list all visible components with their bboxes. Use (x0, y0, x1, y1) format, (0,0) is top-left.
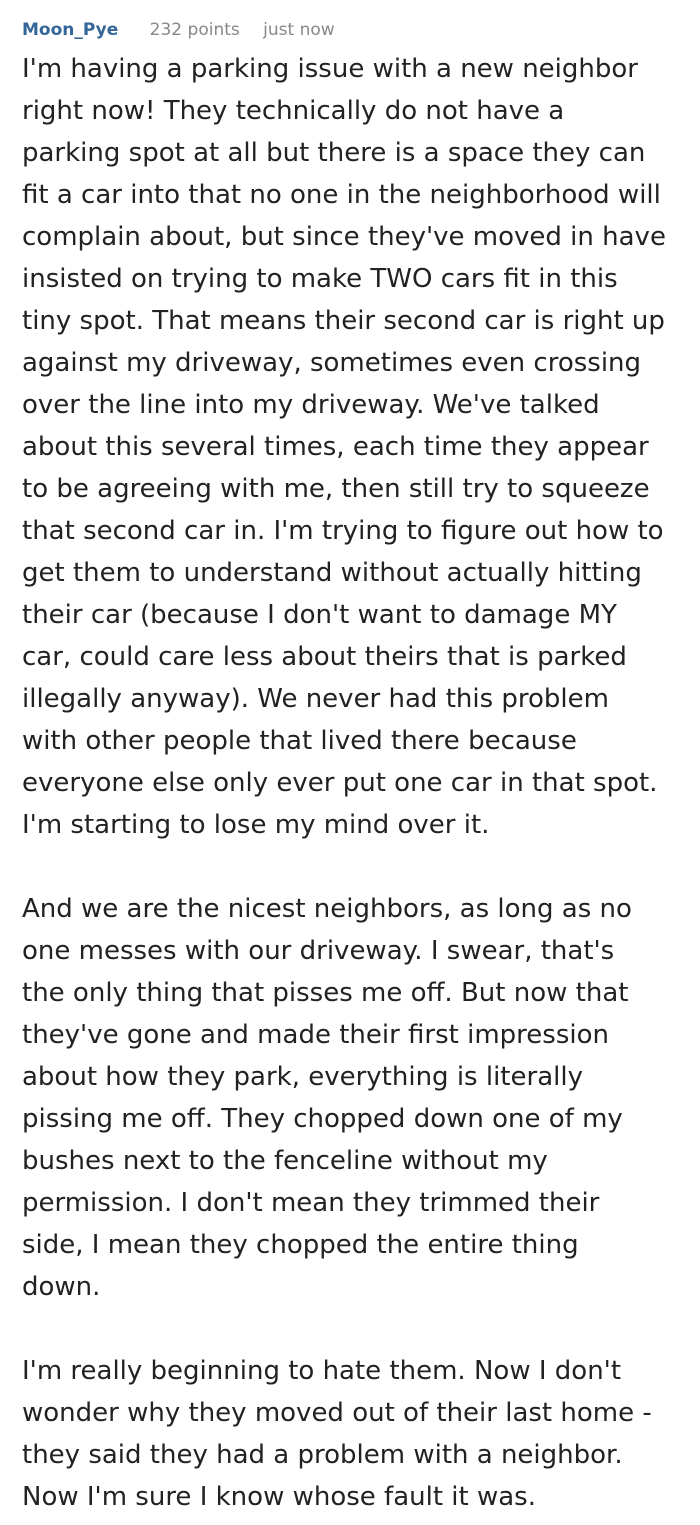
comment-paragraph (22, 1350, 682, 1518)
comment-text-line: with other people that lived there because (22, 726, 577, 756)
comment-text-line: car, could care less about theirs that is parked (22, 642, 627, 672)
comment-text-line: pissing me off. They chopped down one of my (22, 1104, 623, 1134)
comment-text-line: about this several times, each time they appear (22, 432, 649, 462)
comment-text-line: I'm starting to lose my mind over it. (22, 810, 490, 840)
comment-text-line: Now I'm sure I know whose fault it was. (22, 1482, 536, 1512)
comment-text-line: wonder why they moved out of their last home - (22, 1398, 652, 1428)
comment-text-line: down. (22, 1272, 101, 1302)
comment-text-line: tiny spot. That means their second car is right up (22, 306, 665, 336)
comment-header (22, 18, 682, 42)
comment-text-line: side, I mean they chopped the entire thing (22, 1230, 579, 1260)
comment-text-line: everyone else only ever put one car in that spot. (22, 768, 658, 798)
comment-text-line: permission. I don't mean they trimmed their (22, 1188, 600, 1218)
points-count: 232 points (149, 20, 240, 40)
comment-text-line: parking spot at all but there is a space they can (22, 138, 646, 168)
comment-text-line: illegally anyway). We never had this problem (22, 684, 609, 714)
comment-text-line: right now! They technically do not have a (22, 96, 565, 126)
comment-text-line: that second car in. I'm trying to figure out how to (22, 516, 664, 546)
comment-text-line: complain about, but since they've moved in have (22, 222, 666, 252)
comment-text-line: over the line into my driveway. We've talked (22, 390, 600, 420)
comment-text-line: the only thing that pisses me off. But now that (22, 978, 629, 1008)
username-link[interactable]: Moon_Pye (22, 20, 119, 40)
comment-paragraph (22, 48, 682, 846)
comment-text-line: about how they park, everything is literally (22, 1062, 583, 1092)
comment-text-line: their car (because I don't want to damage MY (22, 600, 617, 630)
comment-text-line: get them to understand without actually hitting (22, 558, 642, 588)
comment-text-line: I'm really beginning to hate them. Now I don't (22, 1356, 622, 1386)
comment-text-line: one messes with our driveway. I swear, that's (22, 936, 615, 966)
comment-text-line: And we are the nicest neighbors, as long as no (22, 894, 632, 924)
comment (22, 18, 682, 1518)
comment-text-line: fit a car into that no one in the neighborhood will (22, 180, 661, 210)
comment-text-line: to be agreeing with me, then still try to squeeze (22, 474, 650, 504)
comment-text-line: I'm having a parking issue with a new neighbor (22, 54, 638, 84)
timestamp: just now (263, 20, 335, 40)
comment-text-line: they said they had a problem with a neighbor. (22, 1440, 623, 1470)
comment-body (22, 48, 682, 1518)
comment-text-line: bushes next to the fenceline without my (22, 1146, 548, 1176)
comment-paragraph (22, 888, 682, 1308)
comment-text-line: against my driveway, sometimes even crossing (22, 348, 642, 378)
comment-text-line: they've gone and made their first impression (22, 1020, 609, 1050)
comment-text-line: insisted on trying to make TWO cars fit in this (22, 264, 618, 294)
